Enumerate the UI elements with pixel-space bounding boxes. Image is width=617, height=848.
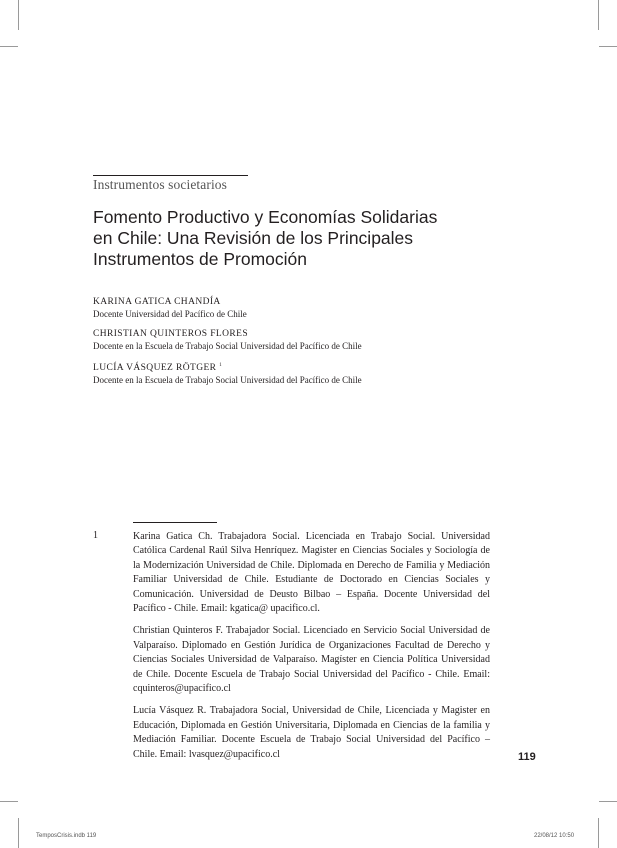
crop-mark bbox=[0, 46, 18, 47]
crop-mark bbox=[18, 0, 19, 30]
author-name-text: KARINA GATICA CHANDÍA bbox=[93, 297, 221, 307]
footnote bbox=[133, 530, 490, 770]
author-list bbox=[93, 296, 533, 394]
footnote-paragraph: Lucía Vásquez R. Trabajadora Social, Universidad de Chile, Licenciada y Magister en Educación, Diplomada en Gestión Universitaria, Diplomada en Ciencias de la familia y Mediación Familiar. Docente Escuela de Trabajo Social Universidad del Pacífico – Chile. Email: lvasquez@upacifico.cl bbox=[133, 705, 490, 760]
crop-mark bbox=[18, 818, 19, 848]
author-name bbox=[93, 296, 533, 308]
footnote-paragraph: Christian Quinteros F. Trabajador Social. Licenciado en Servicio Social Universidad de Valparaíso. Diplomado en Gestión Jurídica de Organizaciones Facultad de Derecho y Ciencias Sociales Universidad de Valparaíso. Magíster en Ciencia Política Universidad de Chile. Docente Escuela de Trabajo Social Universidad del Pacífico - Chile. Email: cquinteros@upacifico.cl bbox=[133, 625, 490, 695]
author-affiliation: Docente Universidad del Pacífico de Chile bbox=[93, 309, 247, 319]
title-line: Fomento Productivo y Economías Solidarias bbox=[93, 207, 438, 227]
author-name bbox=[93, 360, 533, 374]
section-label: Instrumentos societarios bbox=[93, 177, 227, 192]
crop-mark bbox=[599, 801, 617, 802]
footnote-reference[interactable]: 1 bbox=[219, 363, 222, 368]
page-number: 119 bbox=[518, 751, 536, 763]
article-title bbox=[93, 207, 513, 270]
author-name bbox=[93, 328, 533, 340]
title-line: en Chile: Una Revisión de los Principales bbox=[93, 228, 414, 248]
slug-datetime: 22/08/12 10:50 bbox=[534, 833, 575, 839]
author-block bbox=[93, 328, 533, 352]
author-block bbox=[93, 296, 533, 320]
author-affiliation: Docente en la Escuela de Trabajo Social Universidad del Pacífico de Chile bbox=[93, 341, 362, 351]
author-block bbox=[93, 360, 533, 386]
author-name-text: LUCÍA VÁSQUEZ RÖTGER bbox=[93, 363, 217, 374]
crop-mark bbox=[598, 818, 599, 848]
crop-mark bbox=[599, 46, 617, 47]
slug-file: TemposCrisis.indb 119 bbox=[36, 833, 97, 839]
footnote-marker: 1 bbox=[93, 530, 98, 541]
crop-mark bbox=[0, 801, 18, 802]
footnote-rule bbox=[133, 522, 217, 523]
title-line: Instrumentos de Promoción bbox=[93, 249, 307, 269]
section-rule bbox=[93, 175, 248, 176]
footnote-paragraph: Karina Gatica Ch. Trabajadora Social. Licenciada en Trabajo Social. Universidad Católica Cardenal Raúl Silva Henríquez. Magister en Ciencias Sociales y Sociología de la Modernización Universidad de Chile. Diplomada en Derecho de Familia y Mediación Familiar Universidad de Chile. Estudiante de Doctorado en Ciencias Sociales y Comunicación. Universidad de Deusto Bilbao – España. Docente Universidad del Pacífico - Chile. Email: kgatica@ upacifico.cl. bbox=[133, 531, 490, 615]
crop-mark bbox=[598, 0, 599, 30]
author-affiliation: Docente en la Escuela de Trabajo Social Universidad del Pacífico de Chile bbox=[93, 375, 362, 386]
author-name-text: CHRISTIAN QUINTEROS FLORES bbox=[93, 329, 249, 339]
